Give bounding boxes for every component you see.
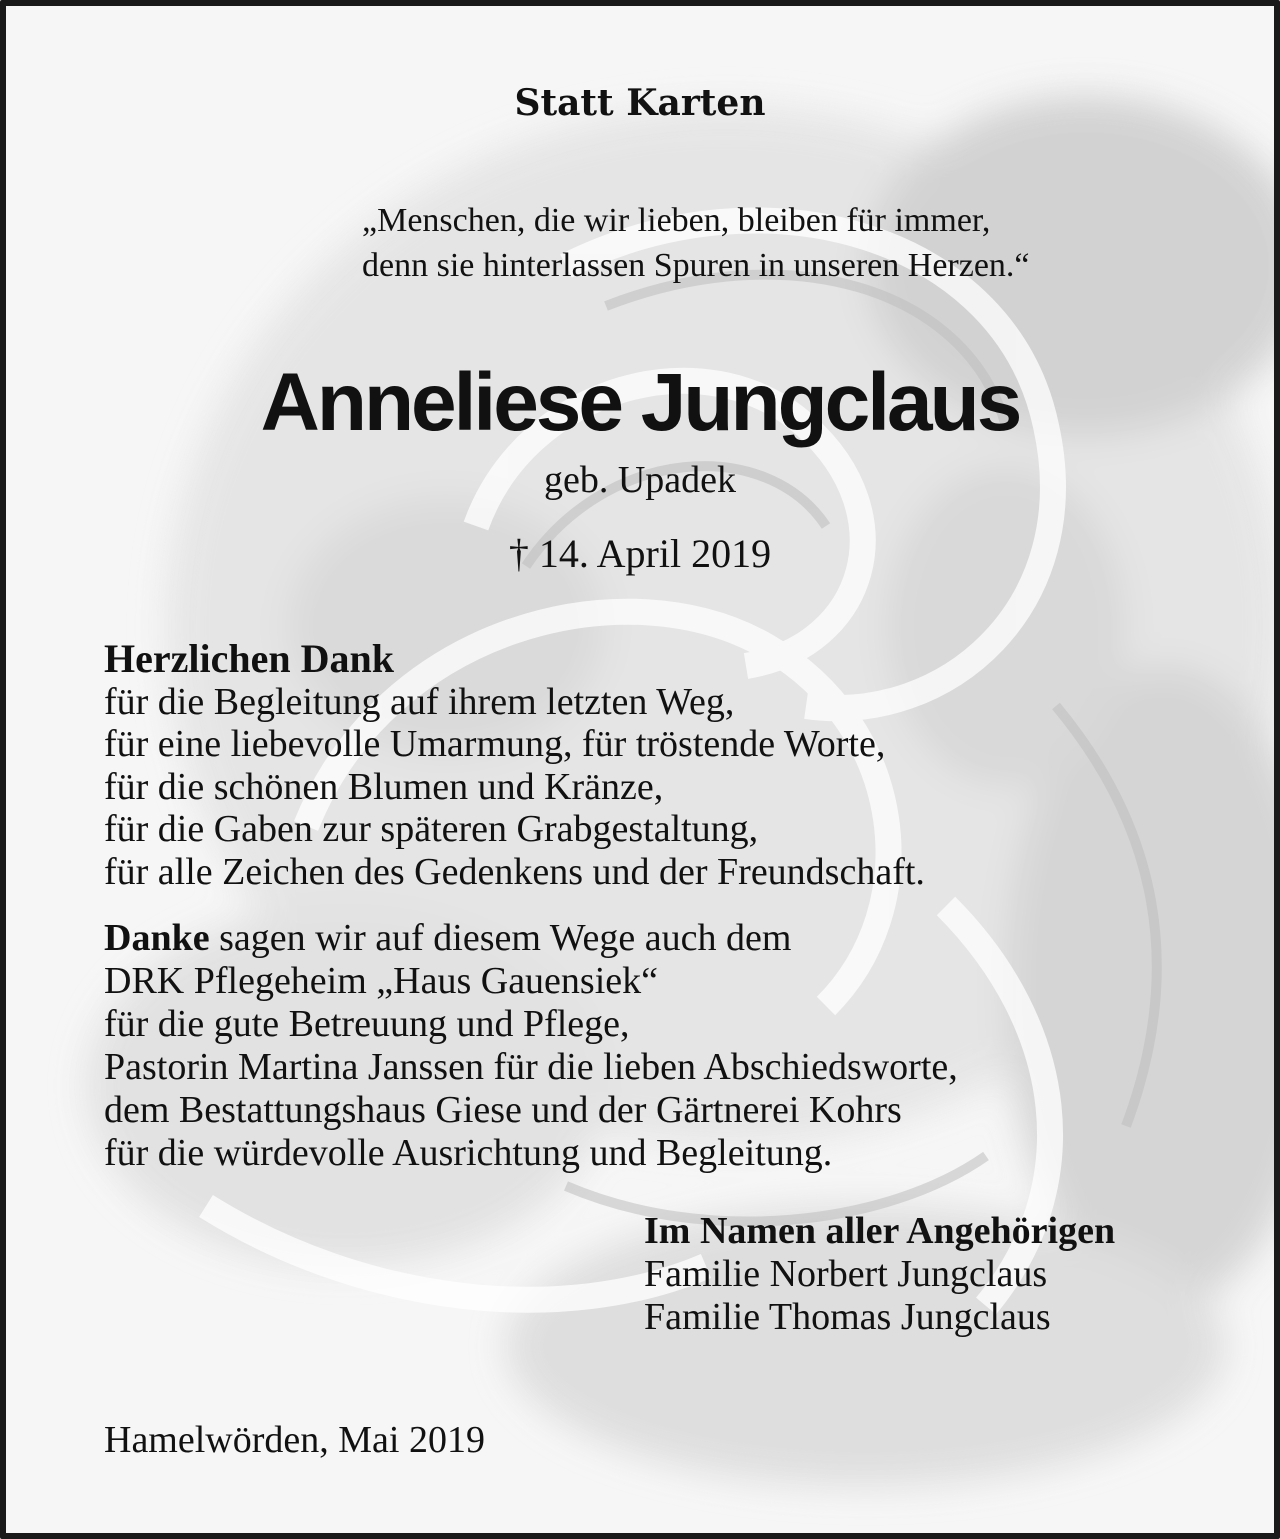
danke-line: Pastorin Martina Janssen für die lieben Abschiedsworte, <box>104 1046 958 1088</box>
danke-first-line <box>104 917 958 960</box>
quote-line: denn sie hinterlassen Spuren in unseren Herzen.“ <box>362 247 1030 284</box>
danke-section <box>104 917 958 1175</box>
danke-lead: Danke <box>104 917 210 959</box>
danke-line: dem Bestattungshaus Giese und der Gärtnerei Kohrs <box>104 1089 902 1131</box>
danke-line: für die gute Betreuung und Pflege, <box>104 1003 630 1045</box>
thanks-line: für die Gaben zur späteren Grabgestaltung, <box>104 808 759 850</box>
thanks-heading: Herzlichen Dank <box>104 636 394 681</box>
deceased-name: Anneliese Jungclaus <box>260 357 1020 448</box>
signature-heading: Im Namen aller Angehörigen <box>644 1210 1116 1252</box>
thanks-line: für alle Zeichen des Gedenkens und der Freundschaft. <box>104 850 925 893</box>
quote-line: „Menschen, die wir lieben, bleiben für immer, <box>362 202 991 239</box>
danke-line: DRK Pflegeheim „Haus Gauensiek“ <box>104 960 659 1002</box>
thanks-line: für die Begleitung auf ihrem letzten Weg, <box>104 680 735 723</box>
danke-lead-rest: sagen wir auf diesem Wege auch dem <box>209 917 792 959</box>
thanks-section <box>104 638 925 893</box>
death-date: † 14. April 2019 <box>508 531 772 576</box>
thanks-line: für die schönen Blumen und Kränze, <box>104 765 664 808</box>
thanks-line: für eine liebevolle Umarmung, für tröstende Worte, <box>104 723 886 765</box>
family-name: Familie Norbert Jungclaus <box>644 1253 1048 1295</box>
family-name: Familie Thomas Jungclaus <box>644 1296 1051 1338</box>
statt-karten-heading: Statt Karten <box>514 82 766 124</box>
memorial-quote <box>362 198 1030 288</box>
obituary-content <box>6 6 1274 1533</box>
birth-name: geb. Upadek <box>543 459 737 501</box>
place-and-date: Hamelwörden, Mai 2019 <box>104 1419 485 1461</box>
danke-line: für die würdevolle Ausrichtung und Begleitung. <box>104 1132 833 1174</box>
signature-block <box>644 1210 1115 1339</box>
